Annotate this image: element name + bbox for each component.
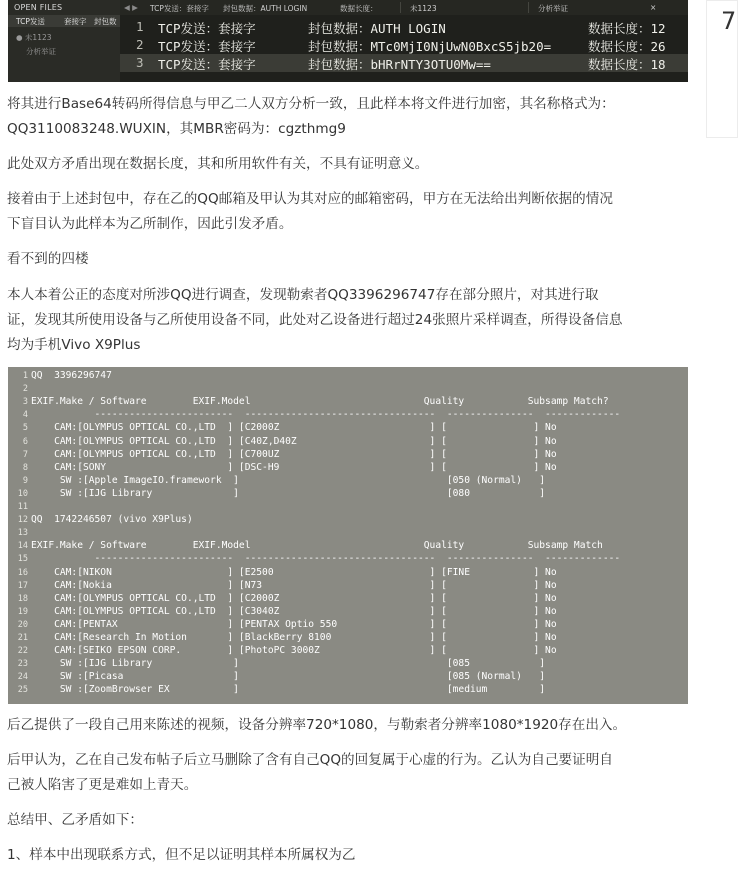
exif-line-number: 20	[17, 619, 28, 630]
packet-field: 封包数据：AUTH LOGIN	[308, 21, 446, 36]
exif-line: SW :[Apple ImageIO.framework ] [050 (Normal) ]	[31, 474, 546, 486]
paragraph-line: 后甲认为，乙在自己发布帖子后立马删除了含有自己QQ的回复属于心虚的行为。乙认为自己要证明自	[7, 752, 613, 768]
paragraph-point-1	[7, 843, 697, 868]
exif-line: EXIF.Make / Software EXIF.Model Quality Subsamp Match	[31, 540, 603, 552]
open-files-row	[8, 15, 120, 27]
length-field: 数据长度：26	[588, 39, 666, 54]
exif-line-number: 10	[17, 488, 28, 499]
editor-tab: 未1123	[410, 4, 437, 13]
code-line-current	[120, 54, 688, 72]
exif-line-number: 3	[22, 397, 28, 408]
paragraph-fourth-floor	[7, 247, 697, 272]
exif-line: CAM:[SONY ] [DSC-H9 ] [ ] No	[31, 461, 557, 473]
exif-line-number: 21	[17, 633, 28, 643]
exif-line-number: 23	[17, 659, 28, 670]
sidebar-file-item: 分析举证	[26, 47, 56, 56]
right-sidebar-card	[706, 0, 738, 138]
editor-tab: 封包数据：AUTH LOGIN	[223, 4, 308, 13]
editor-tab: TCP发送：套接字	[150, 4, 209, 13]
editor-tab-bar	[120, 0, 688, 15]
editor-tab: 数据长度：	[340, 4, 378, 13]
exif-line: SW :[IJG Library ] [085 ]	[31, 658, 546, 670]
paragraph-line: 均为手机Vivo X9Plus	[7, 337, 141, 353]
paragraph-line: 总结甲、乙矛盾如下：	[7, 812, 143, 828]
exif-line-number: 1	[22, 371, 28, 381]
length-field: 数据长度：18	[588, 57, 666, 72]
paragraph-line: 证，发现其所使用设备与乙所使用设备不同，此处对乙设备进行超过24张照片采样调查，所得设备信息	[7, 312, 623, 328]
paragraph-summary	[7, 808, 697, 833]
tab-arrows-icon: ◀ ▶	[124, 3, 138, 12]
close-icon: ×	[650, 3, 657, 12]
code-area	[120, 18, 688, 72]
code-line	[120, 18, 688, 36]
exif-line: CAM:[PENTAX ] [PENTAX Optio 550 ] [ ] No	[31, 618, 557, 630]
paragraph-line: 本人本着公正的态度对所涉QQ进行调查，发现勒索者QQ3396296747存在部分照片，对其进行取	[7, 287, 599, 303]
send-field: TCP发送：套接字	[158, 39, 256, 54]
right-sidebar-glyph: 7	[721, 7, 737, 35]
paragraph-line: 1、样本中出现联系方式，但不足以证明其样本所属权为乙	[7, 847, 356, 863]
exif-line-number: 4	[22, 410, 28, 421]
exif-line-number: 22	[17, 646, 28, 657]
exif-line-number: 25	[17, 685, 28, 696]
paragraph-video	[7, 713, 697, 738]
line-number: 3	[136, 55, 144, 70]
exif-line-number: 7	[22, 449, 28, 460]
paragraph-base64	[7, 92, 697, 142]
open-file-tab: 封包数	[94, 17, 117, 26]
paragraph-line: 看不到的四楼	[7, 251, 89, 267]
exif-line: SW :[ZoomBrowser EX ] [medium ]	[31, 684, 546, 696]
exif-line: SW :[IJG Library ] [080 ]	[31, 487, 546, 499]
exif-line-number: 18	[17, 593, 28, 604]
exif-line-number: 11	[17, 502, 28, 512]
open-file-tab: 套接字	[64, 17, 87, 26]
paragraph-line: 己被人陷害了更是难如上青天。	[7, 777, 198, 793]
exif-line-number: 14	[17, 541, 28, 552]
paragraph-line: QQ3110083248.WUXIN，其MBR密码为：cgzthmg9	[7, 121, 346, 137]
tab-divider	[400, 2, 401, 13]
exif-line: CAM:[Nokia ] [N73 ] [ ] No	[31, 579, 557, 591]
packet-field: 封包数据：MTc0MjI0NjUwN0BxcS5jb20=	[308, 39, 552, 54]
exif-line-number: 16	[17, 567, 28, 578]
exif-line-number: 6	[22, 436, 28, 447]
exif-line-number: 5	[22, 423, 28, 434]
paragraph-deleted-reply	[7, 748, 697, 798]
packet-capture-screenshot	[8, 0, 688, 82]
line-number: 2	[136, 37, 144, 52]
paragraph-length-conflict	[7, 152, 697, 177]
paragraph-line: 接着由于上述封包中，存在乙的QQ邮箱及甲认为其对应的邮箱密码，甲方在无法给出判断依据的情况	[7, 191, 613, 207]
exif-line: SW :[Picasa ] [085 (Normal) ]	[31, 671, 546, 683]
exif-line: CAM:[OLYMPUS OPTICAL CO.,LTD ] [C700UZ ] [ ] No	[31, 448, 557, 460]
exif-line-number: 8	[22, 462, 28, 473]
exif-line-number: 17	[17, 580, 28, 591]
paragraph-email	[7, 187, 697, 237]
exif-line: ------------------------ --------------------------------- --------------- -------------	[31, 553, 621, 565]
paragraph-line: 此处双方矛盾出现在数据长度，其和所用软件有关，不具有证明意义。	[7, 156, 429, 172]
exif-comparison-table	[8, 367, 688, 704]
exif-line: EXIF.Make / Software EXIF.Model Quality Subsamp Match?	[31, 396, 609, 408]
exif-line-number: 12	[17, 515, 28, 526]
open-file-tab: TCP发送	[16, 17, 45, 26]
exif-line: CAM:[SEIKO EPSON CORP. ] [PhotoPC 3000Z ] [ ] No	[31, 645, 557, 657]
paragraph-line: 后乙提供了一段自己用来陈述的视频，设备分辨率720*1080，与勒索者分辨率1080*1920存在出入。	[7, 717, 627, 733]
send-field: TCP发送：套接字	[158, 57, 256, 72]
exif-line: CAM:[OLYMPUS OPTICAL CO.,LTD ] [C40Z,D40Z ] [ ] No	[31, 435, 557, 447]
length-field: 数据长度：12	[588, 21, 666, 36]
paragraph-line: 将其进行Base64转码所得信息与甲乙二人双方分析一致，且此样本将文件进行加密，其名称格式为：	[7, 96, 615, 112]
packet-field: 封包数据：bHRrNTY3OTU0Mw==	[308, 57, 491, 72]
code-line	[120, 36, 688, 54]
exif-line: CAM:[OLYMPUS OPTICAL CO.,LTD ] [C3040Z ] [ ] No	[31, 605, 557, 617]
editor-sidebar	[8, 0, 120, 82]
tab-divider	[528, 2, 529, 13]
exif-line: QQ 1742246507 (vivo X9Plus)	[31, 514, 193, 526]
exif-line-number: 15	[17, 554, 28, 565]
editor-tab: 分析举证	[538, 4, 568, 13]
exif-line: CAM:[OLYMPUS OPTICAL CO.,LTD ] [C2000Z ] [ ] No	[31, 592, 557, 604]
exif-line-number: 24	[17, 672, 28, 683]
send-field: TCP发送：套接字	[158, 21, 256, 36]
exif-line-number: 2	[22, 384, 28, 395]
exif-line: CAM:[OLYMPUS OPTICAL CO.,LTD ] [C2000Z ] [ ] No	[31, 422, 557, 434]
paragraph-investigation	[7, 283, 697, 358]
exif-line: QQ 3396296747	[31, 370, 112, 381]
exif-line-number: 9	[22, 475, 28, 486]
open-files-label: OPEN FILES	[14, 3, 63, 12]
exif-line: CAM:[Research In Motion ] [BlackBerry 8100 ] [ ] No	[31, 632, 557, 643]
sidebar-file-item: ● 未1123	[16, 33, 52, 42]
exif-line: CAM:[NIKON ] [E2500 ] [FINE ] No	[31, 566, 557, 578]
exif-line-number: 13	[17, 528, 28, 539]
line-number: 1	[136, 19, 144, 34]
exif-line-number: 19	[17, 606, 28, 617]
paragraph-line: 下盲目认为此样本为乙所制作，因此引发矛盾。	[7, 216, 293, 232]
exif-line: ------------------------ --------------------------------- --------------- -------------	[31, 409, 621, 421]
